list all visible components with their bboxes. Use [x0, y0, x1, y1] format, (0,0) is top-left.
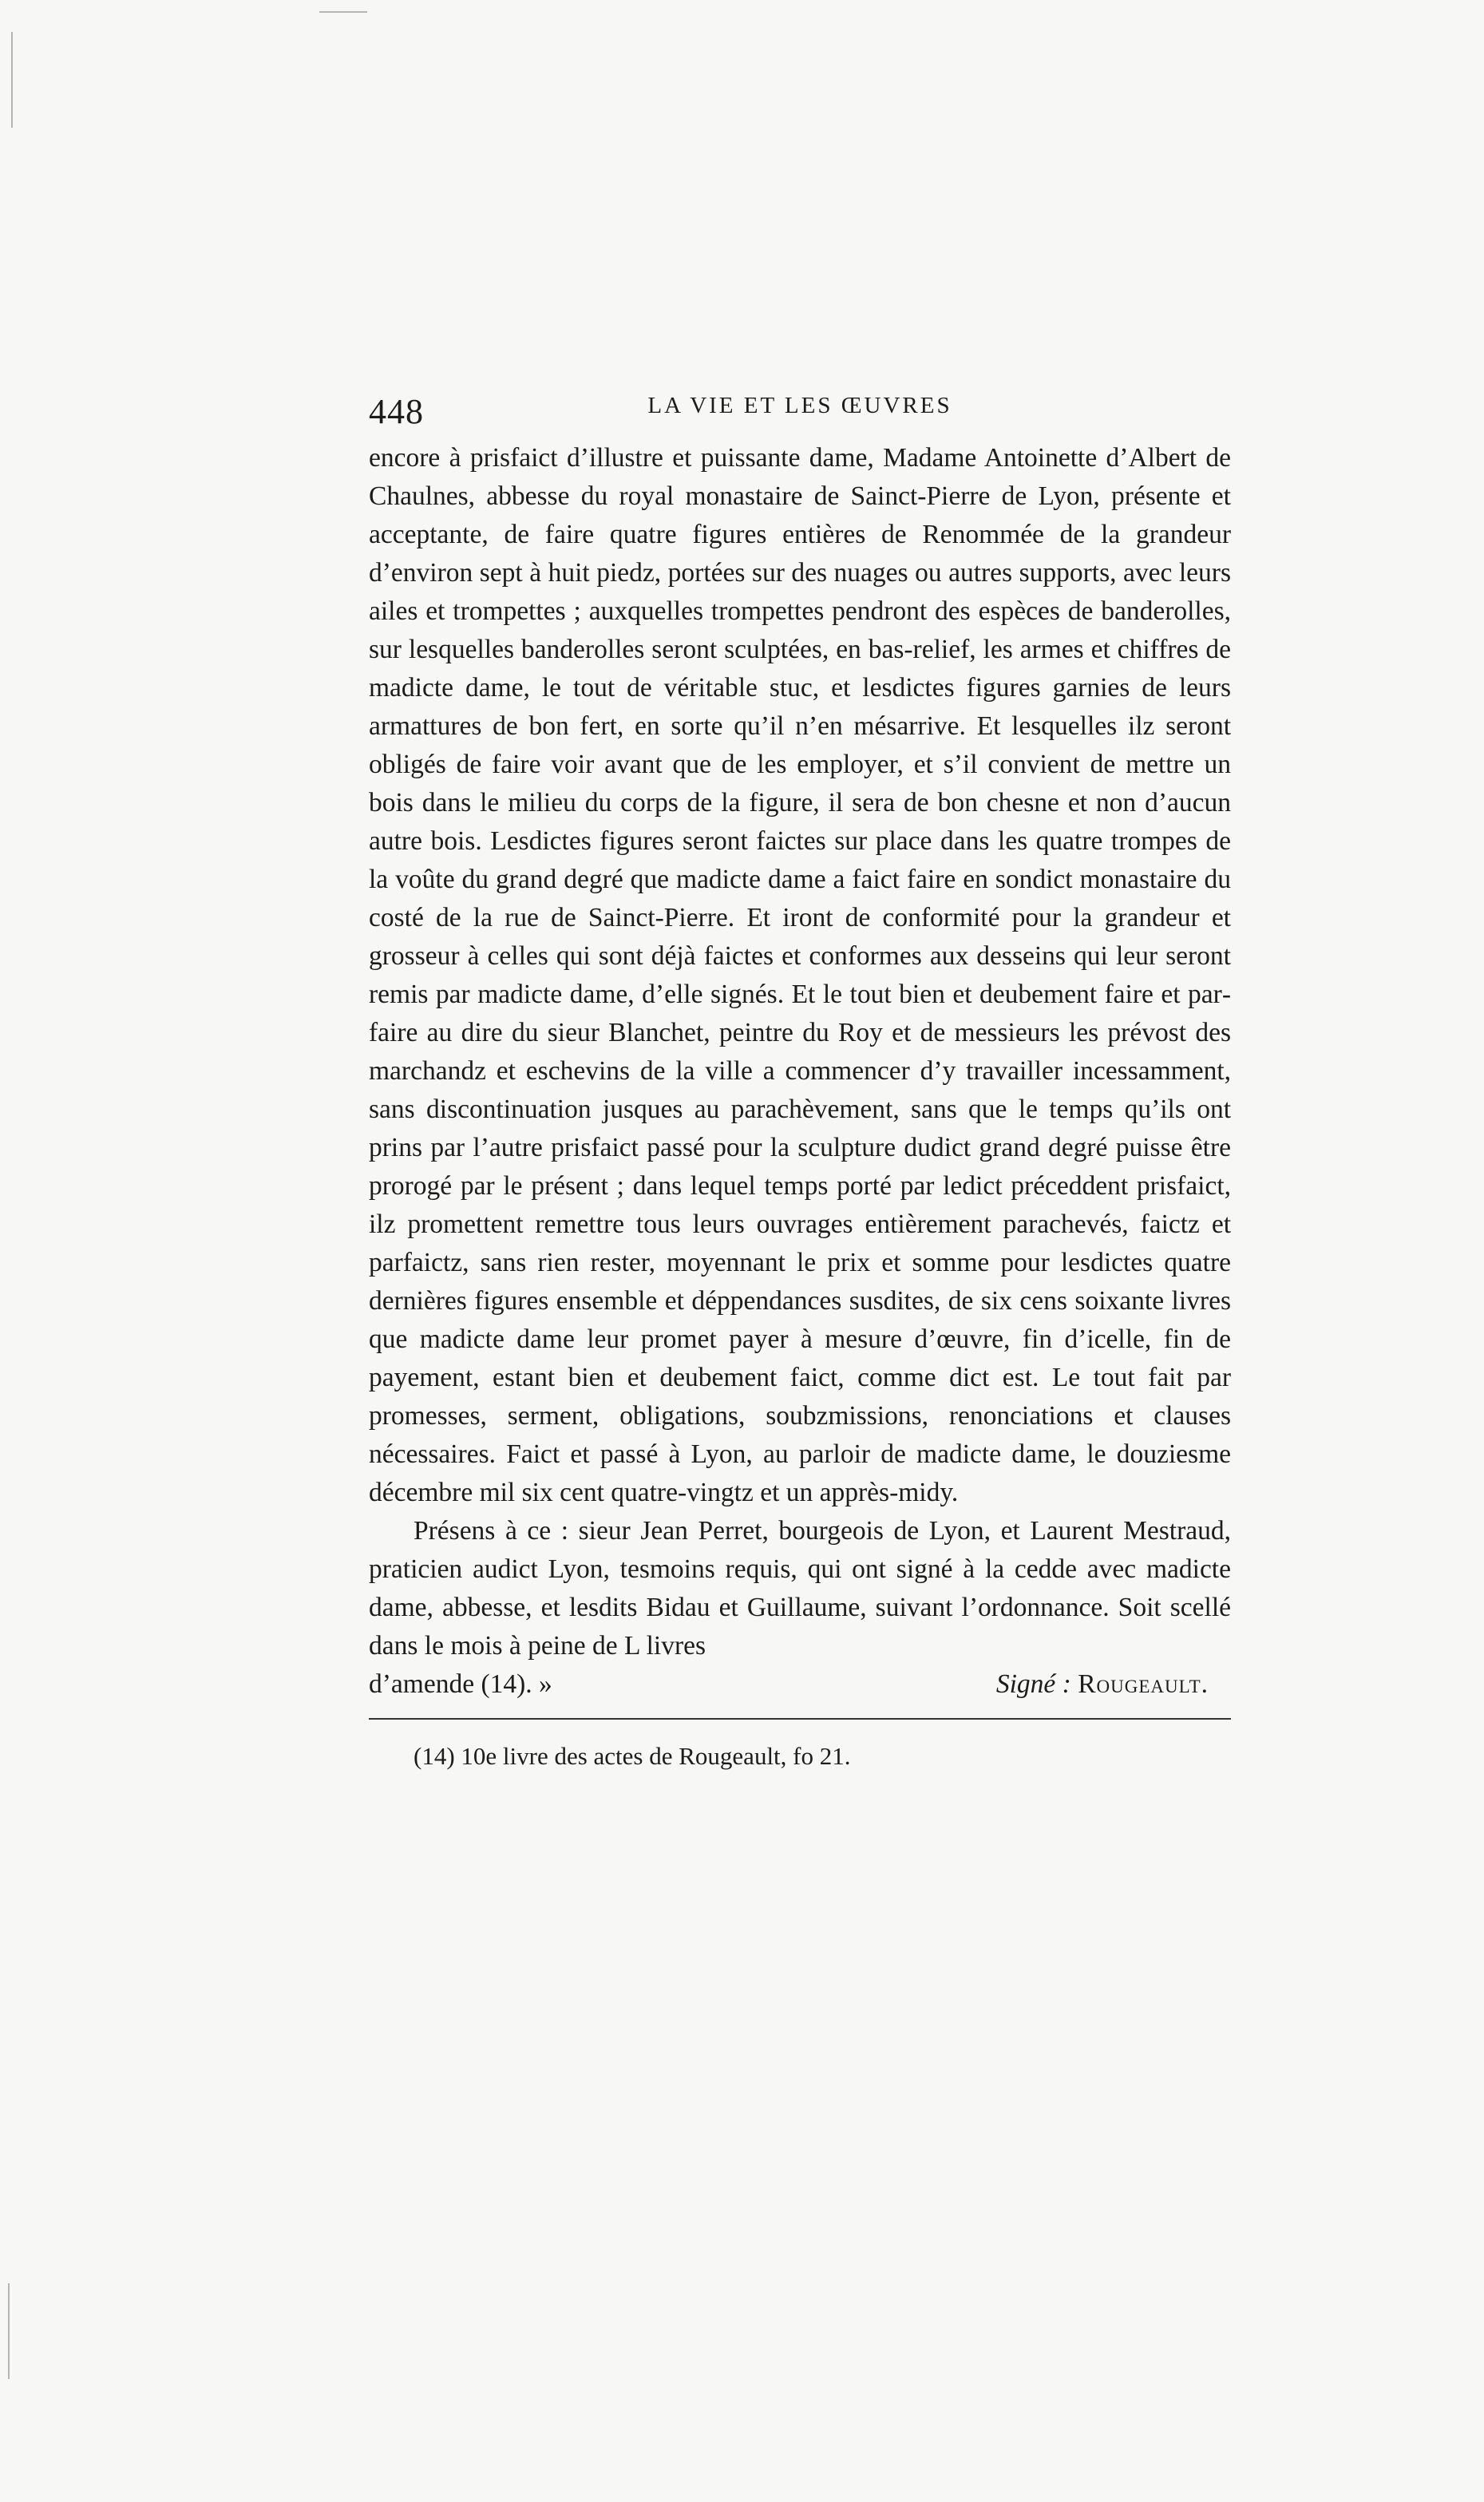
page-content — [369, 375, 1231, 1797]
signature — [996, 1665, 1209, 1704]
closing-line — [369, 1665, 1231, 1704]
signature-name: Rougeault. — [1078, 1669, 1209, 1699]
footnote: (14) 10e livre des actes de Rougeault, fo 21. — [414, 1742, 851, 1770]
running-title: LA VIE ET LES ŒUVRES — [647, 393, 952, 418]
scan-mark-top — [319, 11, 367, 13]
footnote-rule — [369, 1718, 1231, 1720]
page-number: 448 — [369, 392, 424, 431]
running-head — [369, 375, 1231, 431]
scan-mark-left-lower — [8, 2283, 10, 2379]
paragraph-witnesses: Présens à ce : sieur Jean Perret, bourgeois de Lyon, et Laurent Mestraud, praticien audict Lyon, tesmoins requis, qui ont signé à la cedde avec madicte dame, abbesse, et lesdits Bidau et Guillaume, suivant l’ordonnance. Soit scellé dans le mois à peine de L livres — [369, 1516, 1231, 1661]
paragraph-contract: encore à prisfaict d’illustre et puissante dame, Madame Antoinette d’Albert de Chaulnes, abbesse du royal monastaire de Sainct-Pierre de Lyon, présente et acceptante, de faire quatre figures entières de Renommée de la grandeur d’environ sept à huit piedz, portées sur des nuages ou autres supports, avec leurs ailes et trompettes ; auxquelles trompettes pendront des espèces de banderolles, sur lesquelles banderolles seront sculptées, en bas-relief, les armes et chiffres de madicte dame, le tout de véritable stuc, et lesdictes figures garnies de leurs armattures de bon fert, en sorte qu’il n’en mésarrive. Et lesquelles ilz seront obligés de faire voir avant que de les employer, et s’il convient de mettre un bois dans le milieu du corps de la figure, il sera de bon chesne et non d’aucun autre bois. Lesdictes figures seront faictes sur place dans les quatre trompes de la voûte du grand degré que madicte dame a faict faire en sondict monastaire du costé de la rue de Sainct-Pierre. Et iront de conformité pour la grandeur et grosseur à celles qui sont déjà faictes et conformes aux desseins qui leur seront remis par madicte dame, d’elle signés. Et le tout bien et deubement faire et parfaire au dire du sieur Blanchet, peintre du Roy et de messieurs les prévost des marchandz et eschevins de la ville a commencer d’y travailler incessamment, sans discontinuation jusques au parachèvement, sans que le temps qu’ils ont prins par l’autre prisfaict passé pour la sculpture dudict grand degré puisse être prorogé par le présent ; dans lequel temps porté par ledict préceddent prisfaict, ilz promettent remettre tous leurs ouvrages entièrement parachevés, faictz et parfaictz, sans rien rester, moyennant le prix et somme pour lesdictes quatre dernières figures ensemble et déppendances susdites, de six cens soixante livres que madicte dame leur promet payer à mesure d’œuvre, fin d’icelle, fin de payement, estant bien et deubement faict, comme dict est. Le tout fait par promesses, serment, obligations, soubzmissions, renonciations et clauses nécessaires. Faict et passé à Lyon, au parloir de madicte dame, le douziesme décembre mil six cent quatre-vingtz et un apprès-midy. — [369, 443, 1231, 1507]
body-text — [369, 439, 1231, 1704]
signature-label: Signé : — [995, 1669, 1071, 1699]
scan-mark-left — [11, 32, 13, 128]
paragraph-witnesses-end: d’amende (14). » — [369, 1669, 552, 1699]
